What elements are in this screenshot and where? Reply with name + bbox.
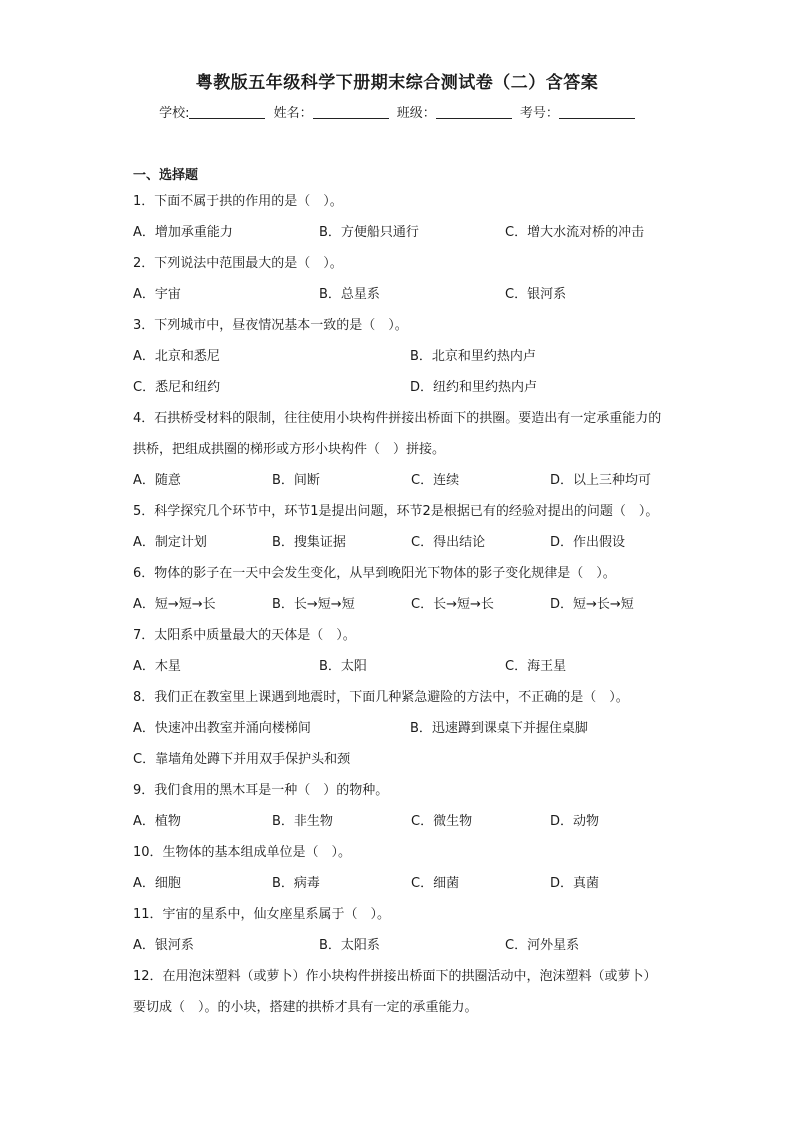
option-row xyxy=(133,868,663,899)
question-text: 4．石拱桥受材料的限制，往往使用小块构件拼接出桥面下的拱圈。要造出有一定承重能力的拱桥，把组成拱圈的梯形或方形小块构件（ ）拼接。 xyxy=(133,411,662,457)
option-row xyxy=(133,713,663,744)
option: B．迅速蹲到课桌下并握住桌脚 xyxy=(410,721,588,736)
option: A．快速冲出教室并涌向楼梯间 xyxy=(133,721,311,736)
school-label: 学校: xyxy=(159,106,190,121)
question-text: 8．我们正在教室里上课遇到地震时，下面几种紧急避险的方法中，不正确的是（ ）。 xyxy=(133,690,629,705)
option: D．纽约和里约热内卢 xyxy=(410,380,538,395)
option: A．增加承重能力 xyxy=(133,225,233,240)
class-label: 班级： xyxy=(396,106,436,121)
question-text: 9．我们食用的黑木耳是一种（ ）的物种。 xyxy=(133,783,389,798)
question-text: 2．下列说法中范围最大的是（ ）。 xyxy=(133,256,343,271)
option: B．搜集证据 xyxy=(272,535,346,550)
option: C．银河系 xyxy=(505,287,567,302)
exam-number-label: 考号： xyxy=(519,106,559,121)
option: A．北京和悉尼 xyxy=(133,349,220,364)
option-row xyxy=(133,589,663,620)
question-text: 12．在用泡沫塑料（或萝卜）作小块构件拼接出桥面下的拱圈活动中，泡沫塑料（或萝卜）要切成（ ）。的小块，搭建的拱桥才具有一定的承重能力。 xyxy=(133,969,657,1015)
option: B．北京和里约热内卢 xyxy=(410,349,536,364)
name-label: 姓名： xyxy=(273,106,313,121)
option: B．间断 xyxy=(272,473,320,488)
option: C．悉尼和纽约 xyxy=(133,380,221,395)
question-text: 6．物体的影子在一天中会发生变化，从早到晚阳光下物体的影子变化规律是（ ）。 xyxy=(133,566,616,581)
option-row xyxy=(133,341,663,372)
class-blank[interactable] xyxy=(436,105,512,119)
option-row xyxy=(133,527,663,558)
option: C．连续 xyxy=(411,473,460,488)
option: B．太阳 xyxy=(319,659,367,674)
question-text: 7．太阳系中质量最大的天体是（ ）。 xyxy=(133,628,356,643)
option: D．作出假设 xyxy=(550,535,626,550)
option: C．微生物 xyxy=(411,814,473,829)
option-row xyxy=(133,465,663,496)
option: B．总星系 xyxy=(319,287,380,302)
option: D．动物 xyxy=(550,814,600,829)
option: A．细胞 xyxy=(133,876,181,891)
option-row xyxy=(133,651,663,682)
page-title: 粤教版五年级科学下册期末综合测试卷（二）含答案 xyxy=(195,73,599,93)
option: B．病毒 xyxy=(272,876,320,891)
option: D．短→长→短 xyxy=(550,597,634,612)
option-row xyxy=(133,930,663,961)
option: C．海王星 xyxy=(505,659,567,674)
option: B．长→短→短 xyxy=(272,597,355,612)
question-list xyxy=(133,166,663,1023)
section-heading: 一、选择题 xyxy=(133,168,199,183)
option-row xyxy=(133,744,663,775)
name-blank[interactable] xyxy=(313,105,389,119)
option-row xyxy=(133,279,663,310)
question-text: 11．宇宙的星系中，仙女座星系属于（ ）。 xyxy=(133,907,391,922)
option-row xyxy=(133,217,663,248)
option: C．细菌 xyxy=(411,876,460,891)
question-text: 1．下面不属于拱的作用的是（ ）。 xyxy=(133,194,343,209)
option: C．靠墙角处蹲下并用双手保护头和颈 xyxy=(133,752,351,767)
option: B．方便船只通行 xyxy=(319,225,419,240)
option: A．制定计划 xyxy=(133,535,207,550)
question-text: 10．生物体的基本组成单位是（ ）。 xyxy=(133,845,352,860)
option: B．太阳系 xyxy=(319,938,380,953)
option: A．随意 xyxy=(133,473,181,488)
option-row xyxy=(133,806,663,837)
option: C．长→短→长 xyxy=(411,597,494,612)
school-blank[interactable] xyxy=(189,105,265,119)
question-text: 3．下列城市中，昼夜情况基本一致的是（ ）。 xyxy=(133,318,408,333)
student-info-line xyxy=(0,102,794,121)
option: D．以上三种均可 xyxy=(550,473,652,488)
option: D．真菌 xyxy=(550,876,600,891)
option: C．增大水流对桥的冲击 xyxy=(505,225,645,240)
question-text: 5．科学探究几个环节中，环节1是提出问题，环节2是根据已有的经验对提出的问题（ ）。 xyxy=(133,504,659,519)
option: C．河外星系 xyxy=(505,938,580,953)
option: A．短→短→长 xyxy=(133,597,216,612)
option: A．银河系 xyxy=(133,938,194,953)
exam-number-blank[interactable] xyxy=(559,105,635,119)
option: A．宇宙 xyxy=(133,287,181,302)
option-row xyxy=(133,372,663,403)
option: A．木星 xyxy=(133,659,181,674)
option: A．植物 xyxy=(133,814,181,829)
option: B．非生物 xyxy=(272,814,333,829)
option: C．得出结论 xyxy=(411,535,486,550)
